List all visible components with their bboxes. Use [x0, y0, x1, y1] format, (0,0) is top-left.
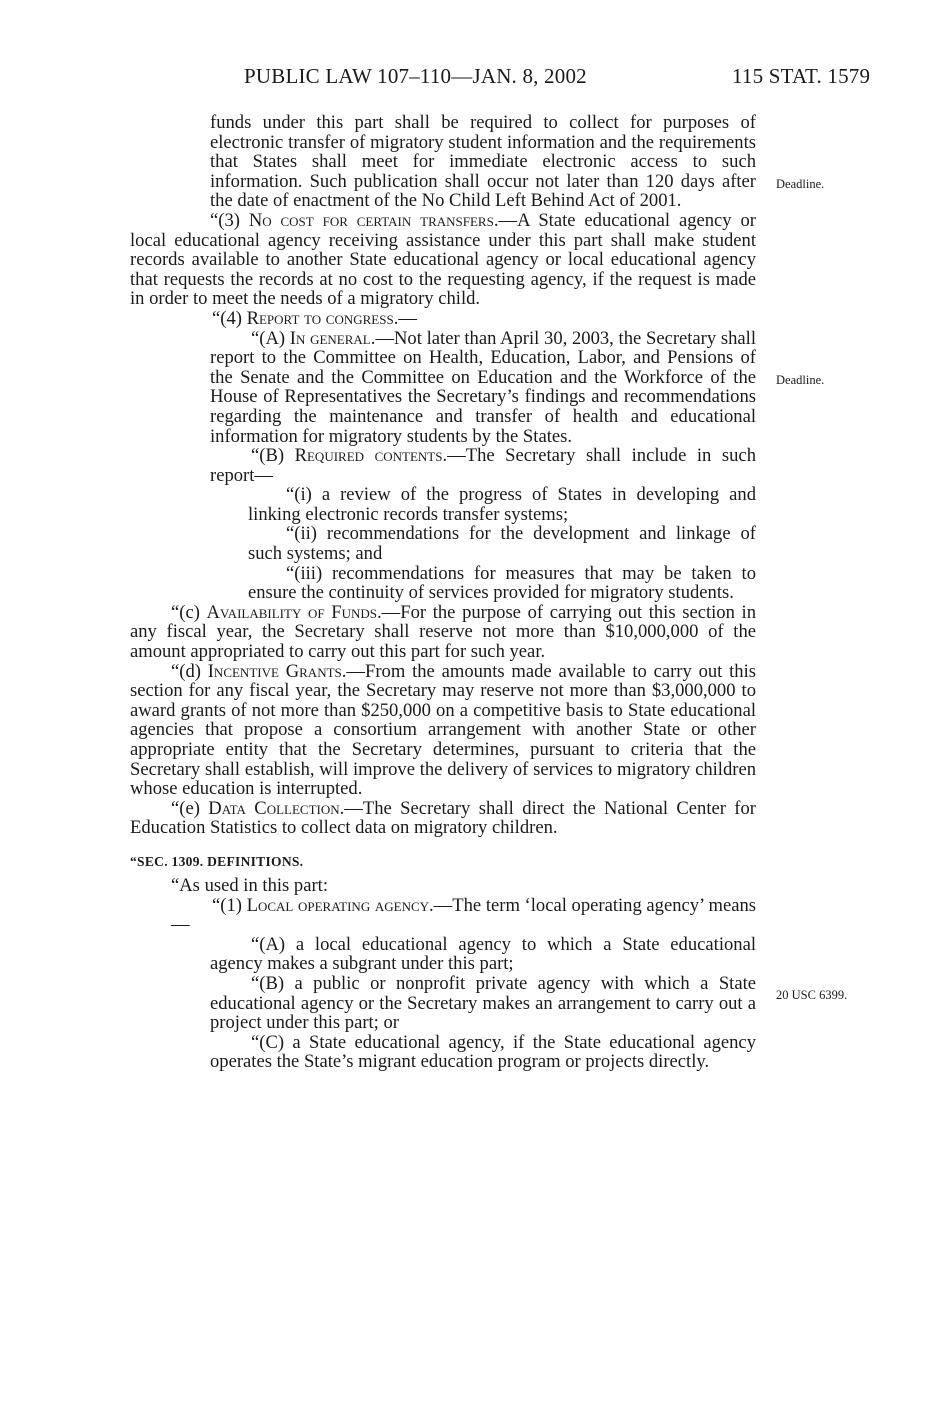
paragraph-availability-of-funds: “(c) Availability of Funds.—For the purpose of carrying out this section in any fiscal year, the Secretary shall reserve not more than $10,000,000 of the amount appropriated to carry out this part for such year. — [130, 601, 756, 663]
paragraph-in-general: “(A) In general.—Not later than April 30, 2003, the Secretary shall report to the Committee on Health, Education, Labor, and Pensions of the Senate and the Committee on Education and the Workforce of the House of Representatives the Secretary’s findings and recommendations regarding the maintenance and transfer of health and educational information for migratory students by the States. — [210, 327, 757, 447]
paragraph-item-ii: “(ii) recommendations for the development and linkage of such systems; and — [248, 523, 756, 565]
paragraph-data-collection: “(e) Data Collection.—The Secretary shall direct the National Center for Education Statistics to collect data on migratory children. — [130, 797, 756, 839]
paragraph-report-heading: “(4) Report to congress.— — [212, 307, 417, 329]
section-heading: “SEC. 1309. DEFINITIONS. — [130, 853, 304, 869]
paragraph-required-contents: “(B) Required contents.—The Secretary shall include in such report— — [210, 445, 756, 486]
paragraph-item-iii: “(iii) recommendations for measures that may be taken to ensure the continuity of services provided for migratory students. — [248, 562, 756, 604]
paragraph-item-i: “(i) a review of the progress of States in developing and linking electronic records transfer systems; — [248, 484, 756, 525]
paragraph-definition-a: “(A) a local educational agency to which a State educational agency makes a subgrant under this part; — [210, 933, 756, 975]
margin-note-deadline: Deadline. — [776, 373, 825, 387]
running-header-title: PUBLIC LAW 107–110—JAN. 8, 2002 — [244, 64, 587, 88]
document-body — [130, 113, 756, 1072]
paragraph-as-used: “As used in this part: — [171, 874, 328, 896]
paragraph-local-operating-agency: “(1) Local operating agency.—The term ‘local operating agency’ means— — [171, 894, 757, 936]
paragraph-definition-c: “(C) a State educational agency, if the State educational agency operates the State’s migrant education program or projects directly. — [210, 1031, 756, 1073]
running-header-stat: 115 STAT. 1579 — [732, 64, 871, 88]
paragraph-incentive-grants: “(d) Incentive Grants.—From the amounts made available to carry out this section for any fiscal year, the Secretary may reserve not more than $3,000,000 to award grants of not more than $250,000 on a competitive basis to State educational agencies that propose a consortium arrangement with another State or other appropriate entity that the Secretary determines, pursuant to criteria that the Secretary shall establish, will improve the delivery of services to migratory children whose education is interrupted. — [130, 660, 757, 800]
paragraph-publication: funds under this part shall be required to collect for purposes of electronic transfer of migratory student information and the requirements that States shall meet for immediate electronic access to such information. Such publication shall occur not later than 120 days after the date of enactment of the No Child Left Behind Act of 2001. — [210, 112, 756, 212]
margin-note-deadline: Deadline. — [776, 177, 825, 191]
margin-note-usc: 20 USC 6399. — [776, 988, 848, 1002]
paragraph-definition-b: “(B) a public or nonprofit private agency with which a State educational agency or the Secretary makes an arrangement to carry out a project under this part; or — [210, 972, 756, 1034]
paragraph-no-cost: “(3) No cost for certain transfers.—A State educational agency or local educational agency receiving assistance under this part shall make student records available to another State educational agency or local educational agency that requests the records at no cost to the requesting agency, if the request is made in order to meet the needs of a migratory child. — [130, 209, 756, 310]
